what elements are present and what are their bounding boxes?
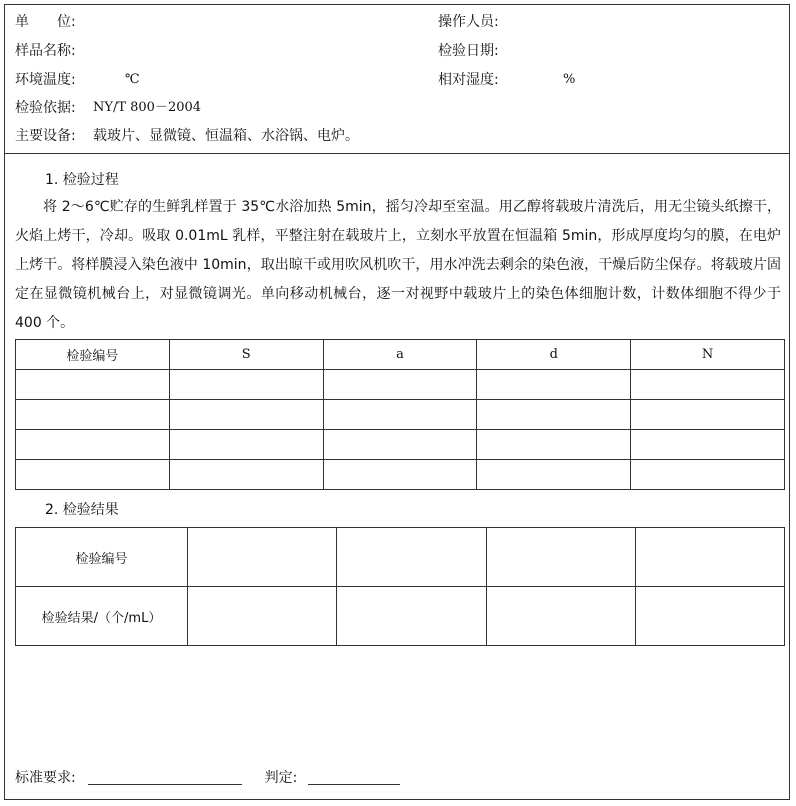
table-cell[interactable] [477, 430, 631, 460]
table-cell[interactable] [16, 460, 170, 490]
header-cell-a: a [323, 340, 477, 370]
table-cell[interactable] [169, 430, 323, 460]
table-header-row [16, 340, 785, 370]
table-cell[interactable] [477, 460, 631, 490]
table-row [16, 587, 785, 646]
table-cell[interactable] [16, 370, 170, 400]
table-cell[interactable] [169, 370, 323, 400]
equipment-label: 主要设备: [15, 128, 76, 144]
table-cell[interactable] [635, 587, 784, 646]
table-cell[interactable] [323, 370, 477, 400]
table-cell[interactable] [169, 460, 323, 490]
table-cell[interactable] [477, 400, 631, 430]
results-row1-label: 检验编号 [16, 528, 188, 587]
table-cell[interactable] [323, 430, 477, 460]
results-row2-label: 检验结果/（个/mL） [16, 587, 188, 646]
table-cell[interactable] [337, 587, 486, 646]
table-cell[interactable] [486, 528, 635, 587]
env-temp-label: 环境温度: [15, 72, 76, 88]
table-cell[interactable] [635, 528, 784, 587]
unit-label: 单 位: [15, 14, 76, 30]
footer [15, 767, 400, 787]
table-cell[interactable] [323, 460, 477, 490]
table-cell[interactable] [486, 587, 635, 646]
judgement-blank[interactable] [308, 770, 400, 785]
test-date-label: 检验日期: [438, 43, 499, 59]
rel-humidity-unit: % [563, 72, 576, 87]
header-cell-test-no: 检验编号 [16, 340, 170, 370]
table-cell[interactable] [169, 400, 323, 430]
basis-label: 检验依据: [15, 100, 76, 116]
count-table [15, 339, 785, 490]
standard-label: 标准要求: [15, 770, 76, 786]
header-cell-s: S [169, 340, 323, 370]
sample-name-label: 样品名称: [15, 43, 76, 59]
process-paragraph: 将 2～6℃贮存的生鲜乳样置于 35℃水浴加热 5min，摇匀冷却至室温。用乙醇将载玻片清洗后，用无尘镜头纸擦干，火焰上烤干，冷却。吸取 0.01mL 乳样，平整注射在载玻片上，立刻水平放置在恒温箱 5min，形成厚度均匀的膜，在电炉上烤干。将样膜浸入染色液中 10min，取出晾干或用吹风机吹干，用水冲洗去剩余的染色液，干燥后防尘保存。将载玻片固定在显微镜机械台上，对显微镜调光。单向移动机械台，逐一对视野中载玻片上的染色体细胞计数，计数体细胞不得少于 400 个。 [15, 199, 781, 331]
table-cell[interactable] [631, 370, 785, 400]
table-cell[interactable] [188, 587, 337, 646]
table-row [16, 430, 785, 460]
table-cell[interactable] [16, 430, 170, 460]
header-cell-n: N [631, 340, 785, 370]
judgement-label: 判定: [264, 770, 298, 786]
rel-humidity-label: 相对湿度: [438, 72, 499, 88]
process-heading: 1. 检验过程 [45, 172, 119, 188]
table-row [16, 400, 785, 430]
env-temp-unit: ℃ [125, 72, 140, 87]
basis-value: NY/T 800－2004 [93, 100, 202, 115]
table-cell[interactable] [323, 400, 477, 430]
results-table [15, 527, 785, 646]
table-cell[interactable] [477, 370, 631, 400]
equipment-value: 载玻片、显微镜、恒温箱、水浴锅、电炉。 [93, 128, 359, 144]
header-cell-d: d [477, 340, 631, 370]
operator-label: 操作人员: [438, 14, 499, 30]
table-cell[interactable] [631, 460, 785, 490]
table-row [16, 528, 785, 587]
table-cell[interactable] [631, 430, 785, 460]
table-row [16, 460, 785, 490]
table-cell[interactable] [188, 528, 337, 587]
table-row [16, 370, 785, 400]
table-cell[interactable] [631, 400, 785, 430]
table-cell[interactable] [337, 528, 486, 587]
standard-blank[interactable] [88, 770, 242, 785]
header-divider [5, 153, 789, 154]
results-heading: 2. 检验结果 [45, 502, 119, 518]
table-cell[interactable] [16, 400, 170, 430]
record-sheet [4, 4, 790, 800]
